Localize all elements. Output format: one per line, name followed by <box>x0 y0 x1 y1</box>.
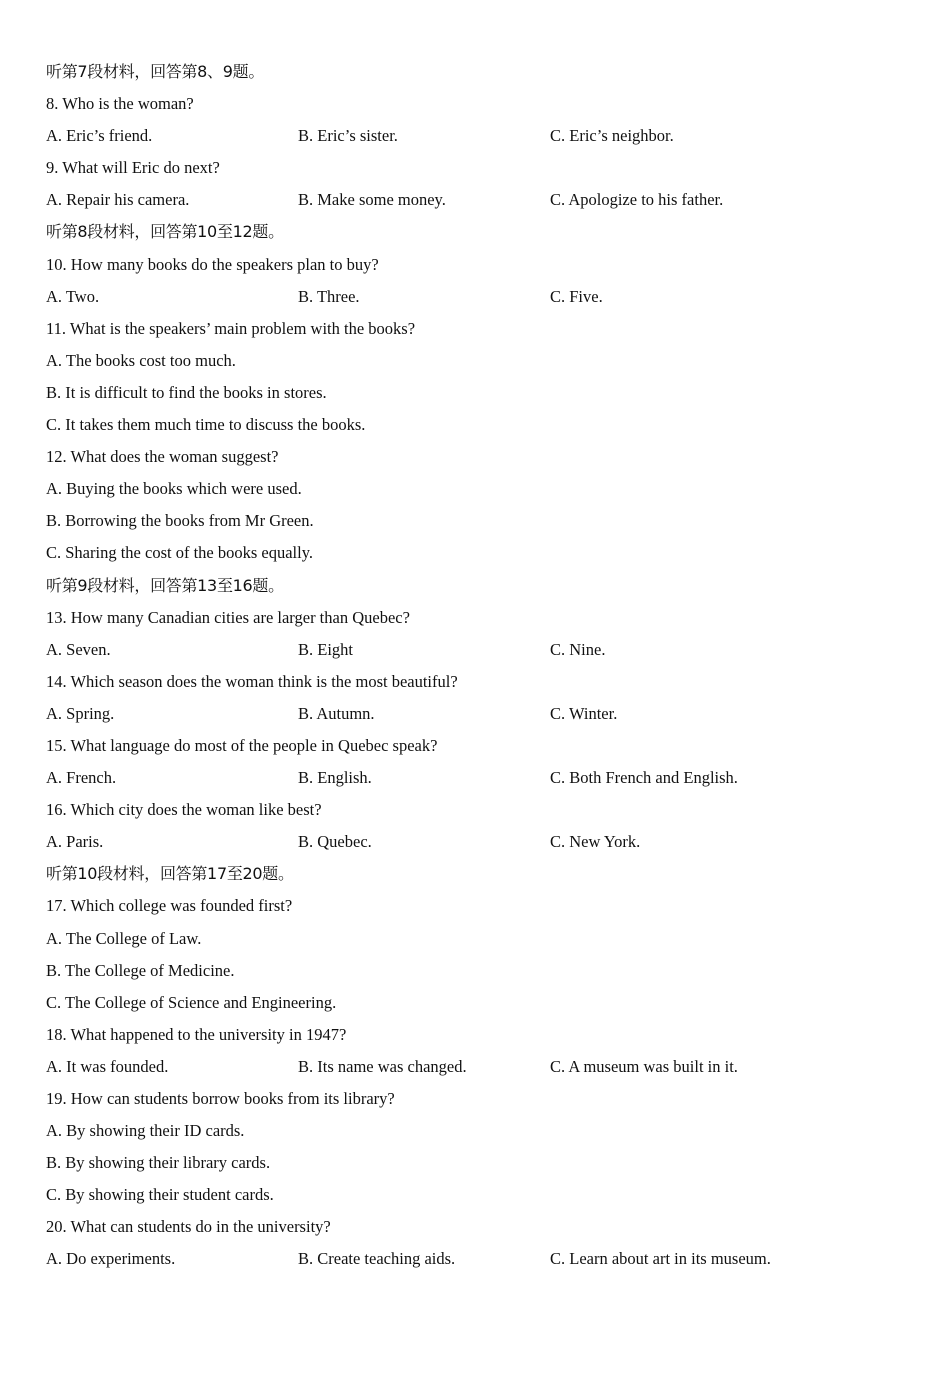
option-b: B. English. <box>298 768 372 788</box>
option-c: C. Both French and English. <box>550 768 738 788</box>
question-text: 15. What language do most of the people in Quebec speak? <box>46 735 438 755</box>
option-a: A. The books cost too much. <box>46 350 236 370</box>
option-c: C. Apologize to his father. <box>550 190 724 210</box>
option-c: C. Learn about art in its museum. <box>550 1249 771 1269</box>
question-text: 10. How many books do the speakers plan to buy? <box>46 254 379 274</box>
question-text: 19. How can students borrow books from its library? <box>46 1089 395 1108</box>
options-row <box>46 281 906 313</box>
options-row <box>46 1051 906 1083</box>
option-b: B. Create teaching aids. <box>298 1249 456 1269</box>
option-a: A. Two. <box>46 286 100 306</box>
option-a: A. The College of Law. <box>46 928 202 948</box>
option-c: C. Five. <box>550 286 603 306</box>
option-b: B. Quebec. <box>298 832 372 852</box>
question-text: 8. Who is the woman? <box>46 94 194 114</box>
section-header: 听第8段材料，回答第10至12题。 <box>46 222 284 242</box>
option-a: A. Eric’s friend. <box>46 126 153 146</box>
option-b: B. Make some money. <box>298 190 446 210</box>
section-header: 听第10段材料，回答第17至20题。 <box>46 864 294 884</box>
option-c: C. It takes them much time to discuss the books. <box>46 415 366 435</box>
question-text: 17. Which college was founded first? <box>46 896 293 916</box>
option-b: B. Borrowing the books from Mr Green. <box>46 511 314 531</box>
option-b: B. Eric’s sister. <box>298 126 398 146</box>
options-row <box>46 826 906 858</box>
option-c: C. Winter. <box>550 703 618 723</box>
option-c: C. The College of Science and Engineering. <box>46 992 337 1012</box>
option-a: A. French. <box>46 768 117 788</box>
option-b: B. Eight <box>298 639 354 659</box>
options-row <box>46 120 906 152</box>
section-header: 听第9段材料，回答第13至16题。 <box>46 575 284 595</box>
option-a: A. Buying the books which were used. <box>46 479 302 499</box>
question-text: 13. How many Canadian cities are larger than Quebec? <box>46 607 410 627</box>
options-row <box>46 1243 906 1275</box>
question-text: 16. Which city does the woman like best? <box>46 800 322 820</box>
option-c: C. Eric’s neighbor. <box>550 126 674 146</box>
option-c: C. By showing their student cards. <box>46 1185 274 1205</box>
question-text: 9. What will Eric do next? <box>46 158 220 178</box>
section-header: 听第7段材料，回答第8、9题。 <box>46 62 265 81</box>
option-b: B. Autumn. <box>298 703 375 723</box>
option-a: A. It was founded. <box>46 1056 169 1076</box>
question-text: 14. Which season does the woman think is the most beautiful? <box>46 671 458 691</box>
question-text: 18. What happened to the university in 1947? <box>46 1024 347 1044</box>
option-b: B. The College of Medicine. <box>46 960 235 980</box>
option-a: A. Spring. <box>46 703 115 723</box>
option-b: B. By showing their library cards. <box>46 1153 271 1173</box>
option-a: A. Do experiments. <box>46 1249 176 1269</box>
options-row <box>46 184 906 216</box>
option-a: A. Seven. <box>46 639 111 659</box>
option-a: A. Paris. <box>46 832 104 852</box>
options-row <box>46 634 906 666</box>
option-a: A. By showing their ID cards. <box>46 1121 245 1141</box>
options-row <box>46 698 906 730</box>
option-c: C. New York. <box>550 832 641 852</box>
question-text: 11. What is the speakers’ main problem with the books? <box>46 318 416 338</box>
options-row <box>46 762 906 794</box>
question-text: 20. What can students do in the university? <box>46 1217 331 1237</box>
option-c: C. Sharing the cost of the books equally. <box>46 543 314 563</box>
question-text: 12. What does the woman suggest? <box>46 447 279 467</box>
option-b: B. Three. <box>298 286 360 306</box>
option-c: C. Nine. <box>550 639 606 659</box>
option-b: B. Its name was changed. <box>298 1056 467 1076</box>
option-c: C. A museum was built in it. <box>550 1056 738 1076</box>
option-b: B. It is difficult to find the books in stores. <box>46 382 327 402</box>
option-a: A. Repair his camera. <box>46 190 190 210</box>
listening-exam-page <box>46 56 906 1276</box>
